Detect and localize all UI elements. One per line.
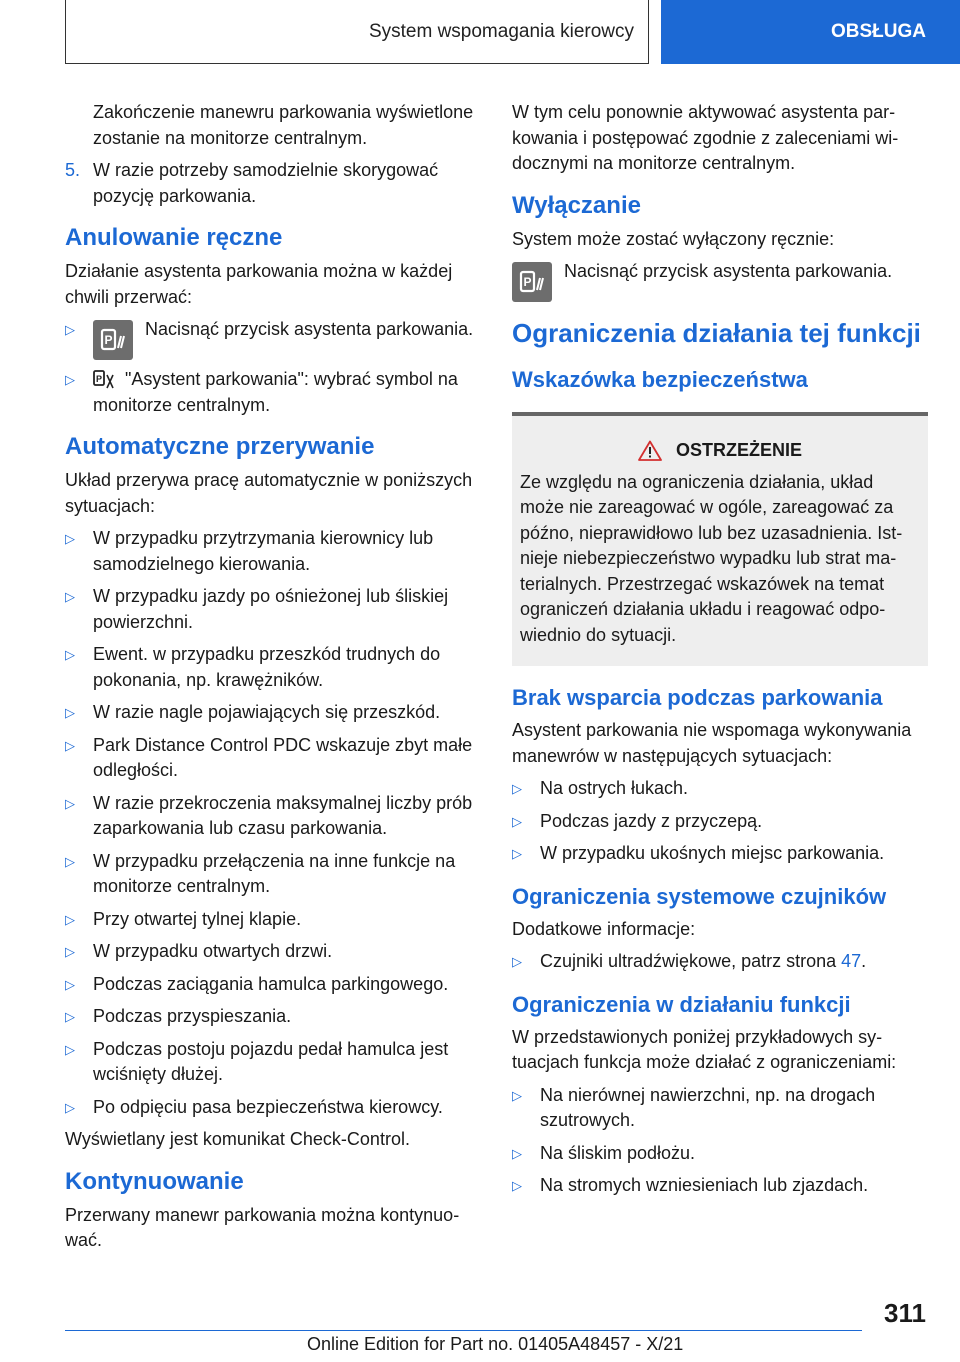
list-item — [65, 317, 480, 360]
warning-triangle-icon — [638, 440, 662, 461]
list-item-text: Podczas zaciągania hamulca parkingowego. — [93, 973, 449, 994]
list-item — [512, 1141, 928, 1167]
footer-edition: Online Edition for Part no. 01405A48457 - X/21 — [307, 1334, 684, 1354]
left-column — [65, 100, 480, 1261]
cancel-intro: Działanie asystenta parkowania można w każdej chwili przerwać: — [65, 261, 453, 307]
svg-text:P: P — [104, 333, 113, 347]
warning-title-text: OSTRZEŻENIE — [675, 440, 802, 460]
switch-off-intro: System może zostać wyłączony ręcznie: — [512, 228, 835, 249]
heading-continue: Kontynuowanie — [65, 1167, 244, 1195]
list-item — [512, 776, 928, 802]
heading-no-support: Brak wsparcia podczas parkowania — [512, 685, 883, 710]
list-item-text: W przypadku ukośnych miejsc parkowania. — [540, 843, 885, 863]
list-item-text: Podczas postoju pojazdu pedał hamulca jest wciśnięty dłużej. — [93, 1038, 449, 1084]
triangle-bullet-icon: ▷ — [65, 372, 75, 387]
chapter-title: OBSŁUGA — [831, 21, 926, 42]
triangle-bullet-icon: ▷ — [512, 954, 522, 969]
sensor-list — [512, 949, 928, 975]
right-column — [512, 100, 928, 1206]
sensor-intro: Dodatkowe informacje: — [512, 918, 696, 939]
no-support-list — [512, 776, 928, 867]
function-list — [512, 1083, 928, 1199]
triangle-bullet-icon: ▷ — [65, 647, 75, 662]
page-number: 311 — [884, 1298, 926, 1328]
list-item-period: . — [861, 951, 867, 971]
list-item — [512, 841, 928, 867]
auto-list — [65, 526, 480, 1120]
list-item — [65, 972, 480, 998]
triangle-bullet-icon: ▷ — [65, 531, 75, 546]
triangle-bullet-icon: ▷ — [512, 846, 522, 861]
list-item-text: Na stromych wzniesieniach lub zjazdach. — [540, 1175, 869, 1195]
list-item — [512, 949, 928, 975]
list-item — [512, 1083, 928, 1134]
list-item — [65, 642, 480, 693]
list-item-text: Podczas przyspieszania. — [93, 1006, 292, 1026]
list-item-text: W przypadku jazdy po ośnieżonej lub śliskiej powierzchni. — [93, 586, 449, 632]
triangle-bullet-icon: ▷ — [512, 1087, 522, 1103]
list-item-text: Ewent. w przypadku przeszkód trudnych do pokonania, np. krawężników. — [93, 644, 441, 690]
continue-text: Przerwany manewr parkowania można kontynuować. — [65, 1204, 460, 1250]
list-item — [65, 907, 480, 933]
list-item-text: Na śliskim podłożu. — [540, 1142, 696, 1163]
list-item — [65, 1004, 480, 1030]
cancel-list — [65, 317, 480, 418]
warning-box — [512, 412, 928, 666]
heading-auto-interrupt: Automatyczne przerywanie — [65, 433, 375, 460]
auto-intro: Układ przerywa pracę automatycznie w poniższych sytuacjach: — [65, 470, 473, 516]
list-item-text-wrap — [540, 949, 866, 975]
heading-safety-note: Wskazówka bezpieczeństwa — [512, 367, 808, 392]
triangle-bullet-icon: ▷ — [512, 813, 522, 829]
switch-off-step-text: Nacisnąć przycisk asystenta parkowania. — [564, 261, 893, 281]
triangle-bullet-icon: ▷ — [512, 781, 522, 796]
header-section — [65, 0, 649, 64]
parking-symbol-icon — [93, 369, 117, 391]
list-item-text: "Asystent parkowania": wybrać symbol na monitorze centralnym. — [93, 369, 458, 415]
triangle-bullet-icon: ▷ — [65, 853, 75, 869]
triangle-bullet-icon: ▷ — [65, 795, 75, 811]
list-item-text: W przypadku przytrzymania kierownicy lub samodzielnego kierowania. — [93, 528, 434, 574]
triangle-bullet-icon: ▷ — [65, 944, 75, 959]
triangle-bullet-icon: ▷ — [512, 1145, 522, 1161]
list-item — [65, 700, 480, 726]
auto-outro: Wyświetlany jest komunikat Check-Control. — [65, 1129, 410, 1149]
step-text: W razie potrzeby samodzielnie skorygować pozycję parkowania. — [93, 160, 439, 206]
list-item-text: Nacisnąć przycisk asystenta parkowania. — [145, 319, 474, 339]
triangle-bullet-icon: ▷ — [65, 976, 75, 992]
triangle-bullet-icon: ▷ — [65, 589, 75, 604]
parking-assistant-button-icon — [512, 262, 552, 302]
list-item-text: W razie przekroczenia maksymalnej liczby prób zaparkowania lub czasu parkowania. — [93, 792, 473, 838]
list-item-text: Czujniki ultradźwiękowe, patrz strona — [540, 951, 842, 971]
list-item-text: Na ostrych łukach. — [540, 778, 689, 798]
triangle-bullet-icon: ▷ — [65, 1099, 75, 1115]
list-item-text: Po odpięciu pasa bezpieczeństwa kierowcy. — [93, 1096, 443, 1117]
list-item — [65, 526, 480, 577]
list-item — [65, 939, 480, 965]
step-5 — [65, 158, 480, 209]
heading-sensor-limits: Ograniczenia systemowe czujników — [512, 883, 887, 909]
triangle-bullet-icon: ▷ — [65, 1009, 75, 1024]
list-item-text: W przypadku otwartych drzwi. — [93, 941, 333, 961]
heading-function-limits: Ograniczenia w działaniu funkcji — [512, 991, 851, 1017]
list-item — [512, 1173, 928, 1199]
warning-title — [520, 438, 920, 464]
svg-text:P: P — [523, 275, 532, 289]
triangle-bullet-icon: ▷ — [65, 1041, 75, 1057]
triangle-bullet-icon: ▷ — [512, 1178, 522, 1193]
list-item — [65, 367, 480, 418]
triangle-bullet-icon: ▷ — [65, 911, 75, 927]
list-item-text: Podczas jazdy z przyczepą. — [540, 810, 763, 831]
section-title: System wspomagania kierowcy — [368, 20, 634, 42]
list-item-text-wrap — [93, 367, 480, 418]
list-item — [65, 1095, 480, 1121]
reactivate-paragraph: W tym celu ponownie aktywować asystenta parkowania i postępować zgodnie z zaleceniami widocznymi na monitorze centralnym. — [512, 102, 899, 173]
triangle-bullet-icon: ▷ — [65, 737, 75, 753]
heading-cancel: Anulowanie ręczne — [65, 224, 283, 251]
triangle-bullet-icon: ▷ — [65, 322, 75, 337]
warning-text: Ze względu na ograniczenia działania, układ może nie zareagować w ogóle, zareagować za późno, nieprawidłowo lub bez uzasadnienia. Istnieje niebezpieczeństwo wypadku lub strat materialnych. Przestrzegać wskazówek na temat ograniczeń działania układu i reagować odpowiednio do sytuacji. — [520, 471, 903, 645]
function-intro: W przedstawionych poniżej przykładowych sytuacjach funkcja może działać z ograniczeniami: — [512, 1026, 897, 1072]
footer-divider — [65, 1330, 862, 1331]
triangle-bullet-icon: ▷ — [65, 705, 75, 720]
list-item — [65, 849, 480, 900]
list-item — [65, 791, 480, 842]
list-item-text: Na nierównej nawierzchni, np. na drogach szutrowych. — [540, 1084, 876, 1130]
list-item — [65, 1037, 480, 1088]
header-chapter-tab[interactable] — [661, 0, 960, 64]
svg-text:P: P — [95, 374, 103, 385]
switch-off-step — [512, 259, 928, 302]
list-item — [65, 584, 480, 635]
list-item — [512, 809, 928, 835]
parking-assistant-button-icon — [93, 320, 133, 360]
list-item-text: W przypadku przełączenia na inne funkcje na monitorze centralnym. — [93, 850, 456, 896]
list-item-text: W razie nagle pojawiających się przeszkód. — [93, 702, 441, 722]
list-item-text: Przy otwartej tylnej klapie. — [93, 908, 302, 929]
step-number: 5. — [65, 160, 81, 180]
list-item — [65, 733, 480, 784]
no-support-intro: Asystent parkowania nie wspomaga wykonywania manewrów w następujących sytuacjach: — [512, 720, 912, 766]
list-item-text: Park Distance Control PDC wskazuje zbyt małe odległości. — [93, 734, 473, 780]
continuation-paragraph: Zakończenie manewru parkowania wyświetlone zostanie na monitorze centralnym. — [93, 102, 474, 148]
page-reference-link[interactable]: 47 — [841, 951, 862, 971]
heading-limits: Ograniczenia działania tej funkcji — [512, 318, 921, 348]
heading-switch-off: Wyłączanie — [512, 191, 641, 219]
